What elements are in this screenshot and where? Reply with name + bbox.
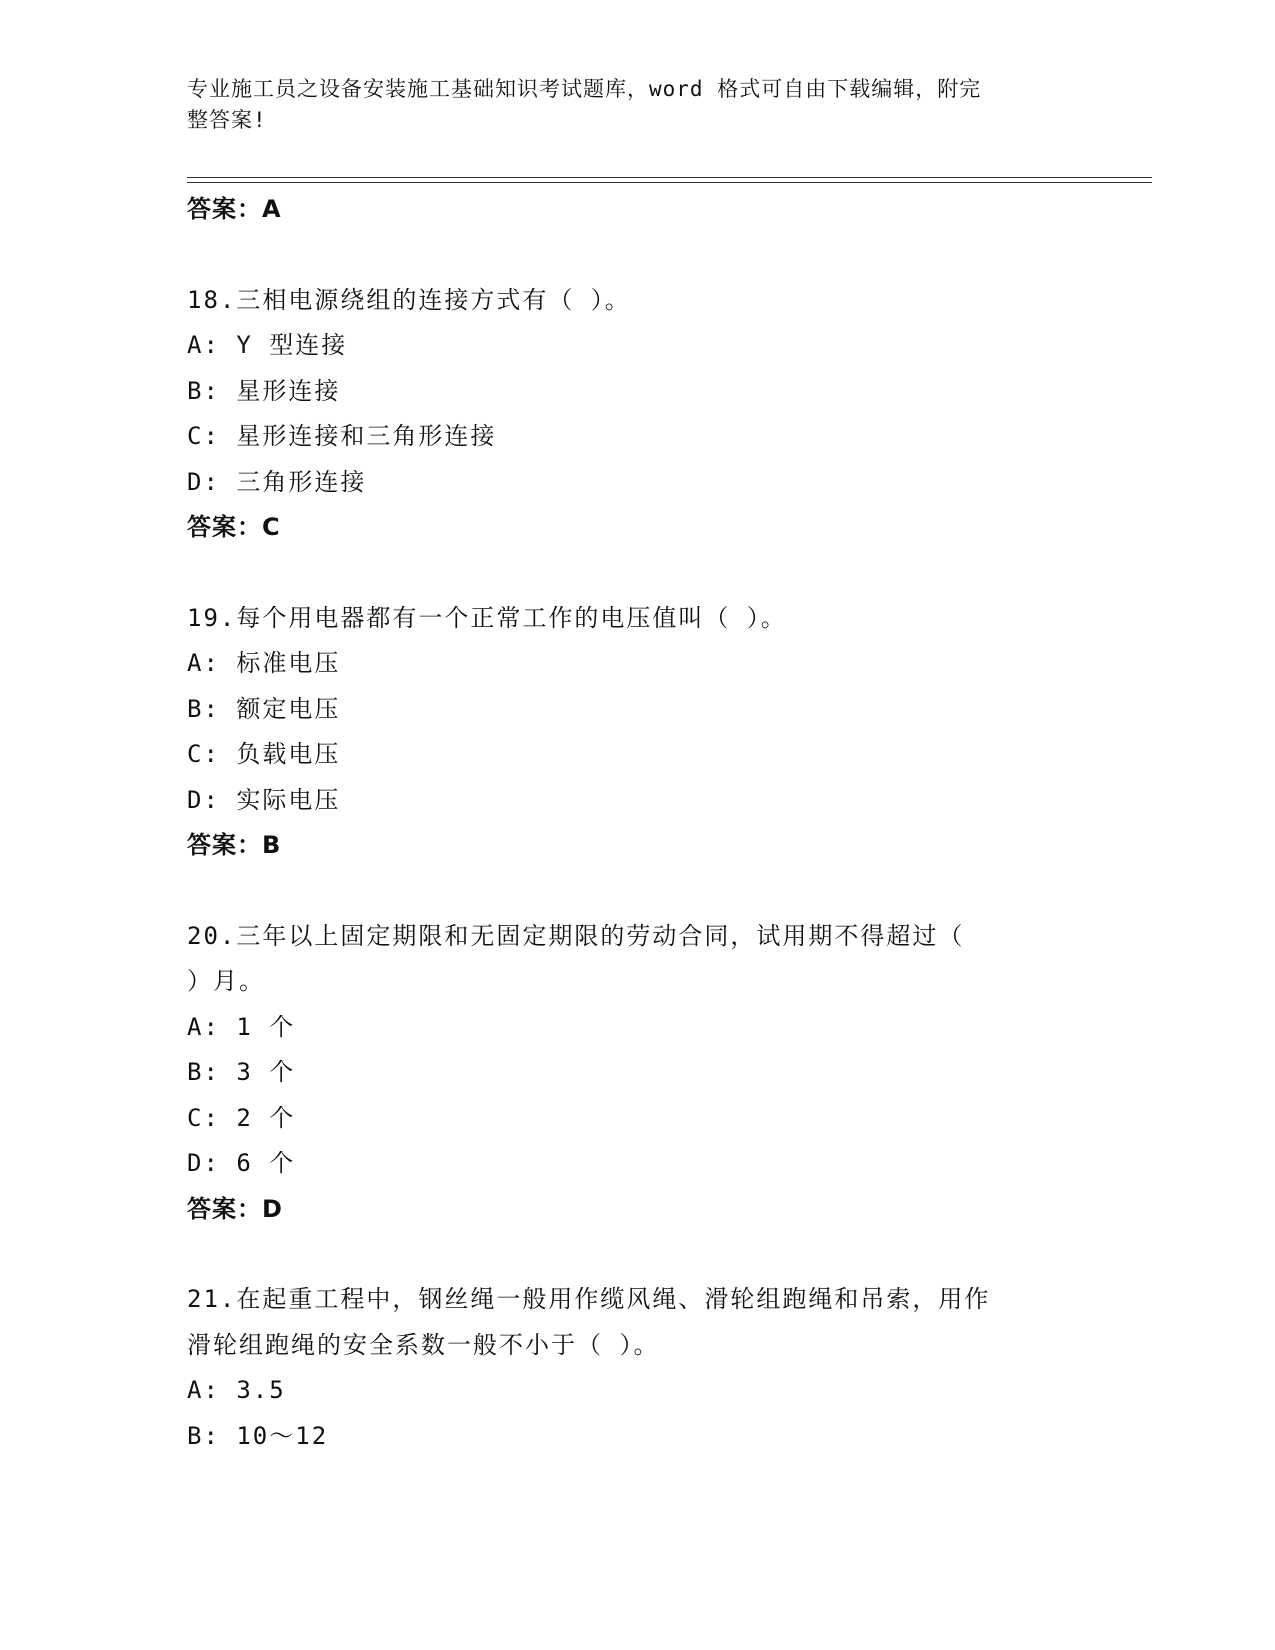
answer: 答案：D <box>187 1194 283 1223</box>
option-c: C: 负载电压 <box>187 740 341 768</box>
document-header <box>187 74 1067 136</box>
option-d: D: 6 个 <box>187 1149 296 1177</box>
question-text-line-2: ）月。 <box>187 967 265 995</box>
question-18 <box>187 278 1087 551</box>
question-text-line-1: 20.三年以上固定期限和无固定期限的劳动合同，试用期不得超过（ <box>187 921 965 950</box>
option-c: C: 2 个 <box>187 1103 296 1132</box>
question-text: 19.每个用电器都有一个正常工作的电压值叫（ ）。 <box>187 603 787 632</box>
option-c: C: 星形连接和三角形连接 <box>187 422 497 450</box>
option-d: D: 实际电压 <box>187 785 341 814</box>
option-a: A: Y 型连接 <box>187 331 348 359</box>
header-line-2: 整答案! <box>187 108 267 132</box>
header-divider-bottom <box>187 182 1152 183</box>
question-text: 18.三相电源绕组的连接方式有（ ）。 <box>187 285 631 314</box>
question-text-line-1: 21.在起重工程中，钢丝绳一般用作缆风绳、滑轮组跑绳和吊索，用作 <box>187 1285 991 1313</box>
option-b: B: 10～12 <box>187 1421 329 1450</box>
option-a: A: 标准电压 <box>187 649 341 677</box>
option-a: A: 1 个 <box>187 1012 296 1041</box>
answer-17: 答案：A <box>187 195 282 223</box>
header-divider-top <box>187 177 1152 178</box>
option-b: B: 额定电压 <box>187 694 341 723</box>
answer: 答案：B <box>187 831 282 859</box>
question-19 <box>187 596 1087 869</box>
header-line-1: 专业施工员之设备安装施工基础知识考试题库，word 格式可自由下载编辑，附完 <box>187 77 982 101</box>
question-21 <box>187 1277 1087 1459</box>
option-b: B: 星形连接 <box>187 376 341 405</box>
answer: 答案：C <box>187 513 281 541</box>
question-list <box>187 187 1087 1459</box>
question-text-line-2: 滑轮组跑绳的安全系数一般不小于（ ）。 <box>187 1330 660 1359</box>
option-d: D: 三角形连接 <box>187 467 367 496</box>
question-20 <box>187 914 1087 1233</box>
option-b: B: 3 个 <box>187 1058 296 1086</box>
option-a: A: 3.5 <box>187 1376 286 1404</box>
